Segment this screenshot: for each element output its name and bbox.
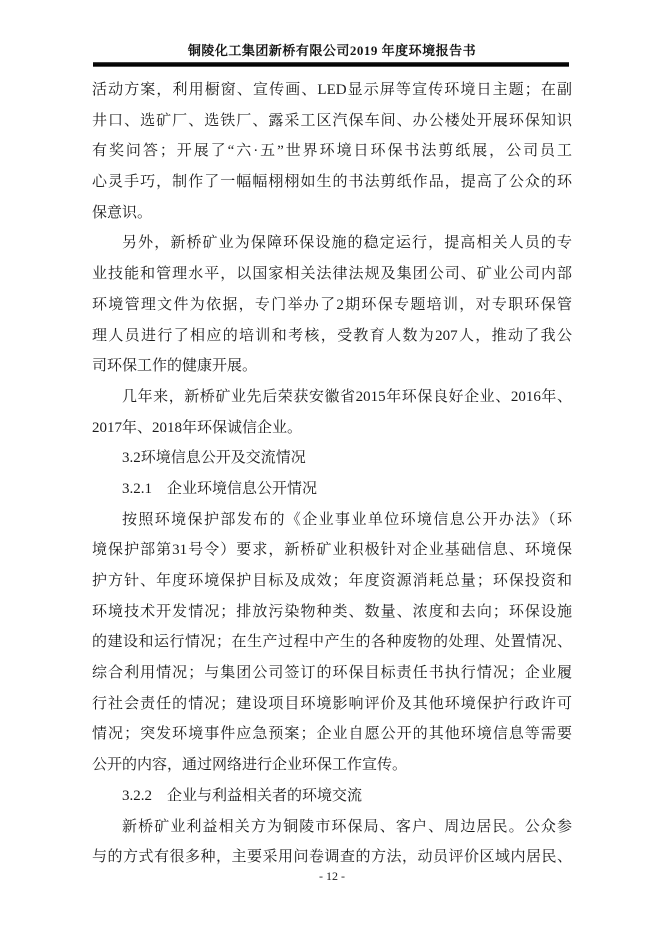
text-line: 环境管理文件为依据，专门举办了2期环保专题培训，对专职环保管 <box>92 296 572 313</box>
text-line: 理人员进行了相应的培训和考核，受教育人数为207人，推动了我公 <box>92 327 572 344</box>
document-body <box>92 75 572 873</box>
section-heading: 3.2.1 企业环境信息公开情况 <box>122 480 318 497</box>
text-line: 公开的内容，通过网络进行企业环保工作宣传。 <box>92 757 408 774</box>
text-line: 与的方式有很多种，主要采用问卷调查的方法，动员评价区域内居民、 <box>92 849 572 866</box>
section-heading: 3.2.2 企业与利益相关者的环境交流 <box>122 787 363 804</box>
text-line: 护方针、年度环境保护目标及成效；年度资源消耗总量；环保投资和 <box>92 573 572 589</box>
text-line: 有奖问答；开展了“六·五”世界环境日环保书法剪纸展，公司员工 <box>92 143 572 160</box>
text-line: 心灵手巧，制作了一幅幅栩栩如生的书法剪纸作品，提高了公众的环 <box>92 174 572 191</box>
text-line: 保意识。 <box>92 204 153 221</box>
text-line: 活动方案，利用橱窗、宣传画、LED显示屏等宣传环境日主题；在副 <box>92 82 572 98</box>
text-line: 司环保工作的健康开展。 <box>92 358 258 375</box>
page-header-title: 铜陵化工集团新桥有限公司2019 年度环境报告书 <box>187 43 477 58</box>
page-number: - 12 - <box>319 869 345 883</box>
text-line: 另外，新桥矿业为保障环保设施的稳定运行，提高相关人员的专 <box>122 235 572 252</box>
text-line: 新桥矿业利益相关方为铜陵市环保局、客户、周边居民。公众参 <box>122 818 572 835</box>
text-line: 行社会责任的情况；建设项目环境影响评价及其他环境保护行政许可 <box>92 695 572 712</box>
text-line: 的建设和运行情况；在生产过程中产生的各种废物的处理、处置情况、 <box>92 634 572 651</box>
text-line: 井口、选矿厂、选铁厂、露采工区汽保车间、办公楼处开展环保知识 <box>92 112 572 129</box>
section-heading: 3.2环境信息公开及交流情况 <box>122 450 306 467</box>
text-line: 2017年、2018年环保诚信企业。 <box>92 419 303 436</box>
text-line: 境保护部第31号令）要求，新桥矿业积极针对企业基础信息、环境保 <box>92 542 572 559</box>
text-line: 业技能和管理水平，以国家相关法律法规及集团公司、矿业公司内部 <box>92 266 572 283</box>
text-line: 情况；突发环境事件应急预案；企业自愿公开的其他环境信息等需要 <box>92 726 572 743</box>
text-line: 按照环境保护部发布的《企业事业单位环境信息公开办法》（环 <box>122 511 572 528</box>
header-rule <box>93 62 569 67</box>
text-line: 几年来，新桥矿业先后荣获安徽省2015年环保良好企业、2016年、 <box>122 388 572 405</box>
text-line: 环境技术开发情况；排放污染物种类、数量、浓度和去向；环保设施 <box>92 603 572 620</box>
text-line: 综合利用情况；与集团公司签订的环保目标责任书执行情况；企业履 <box>92 665 572 682</box>
